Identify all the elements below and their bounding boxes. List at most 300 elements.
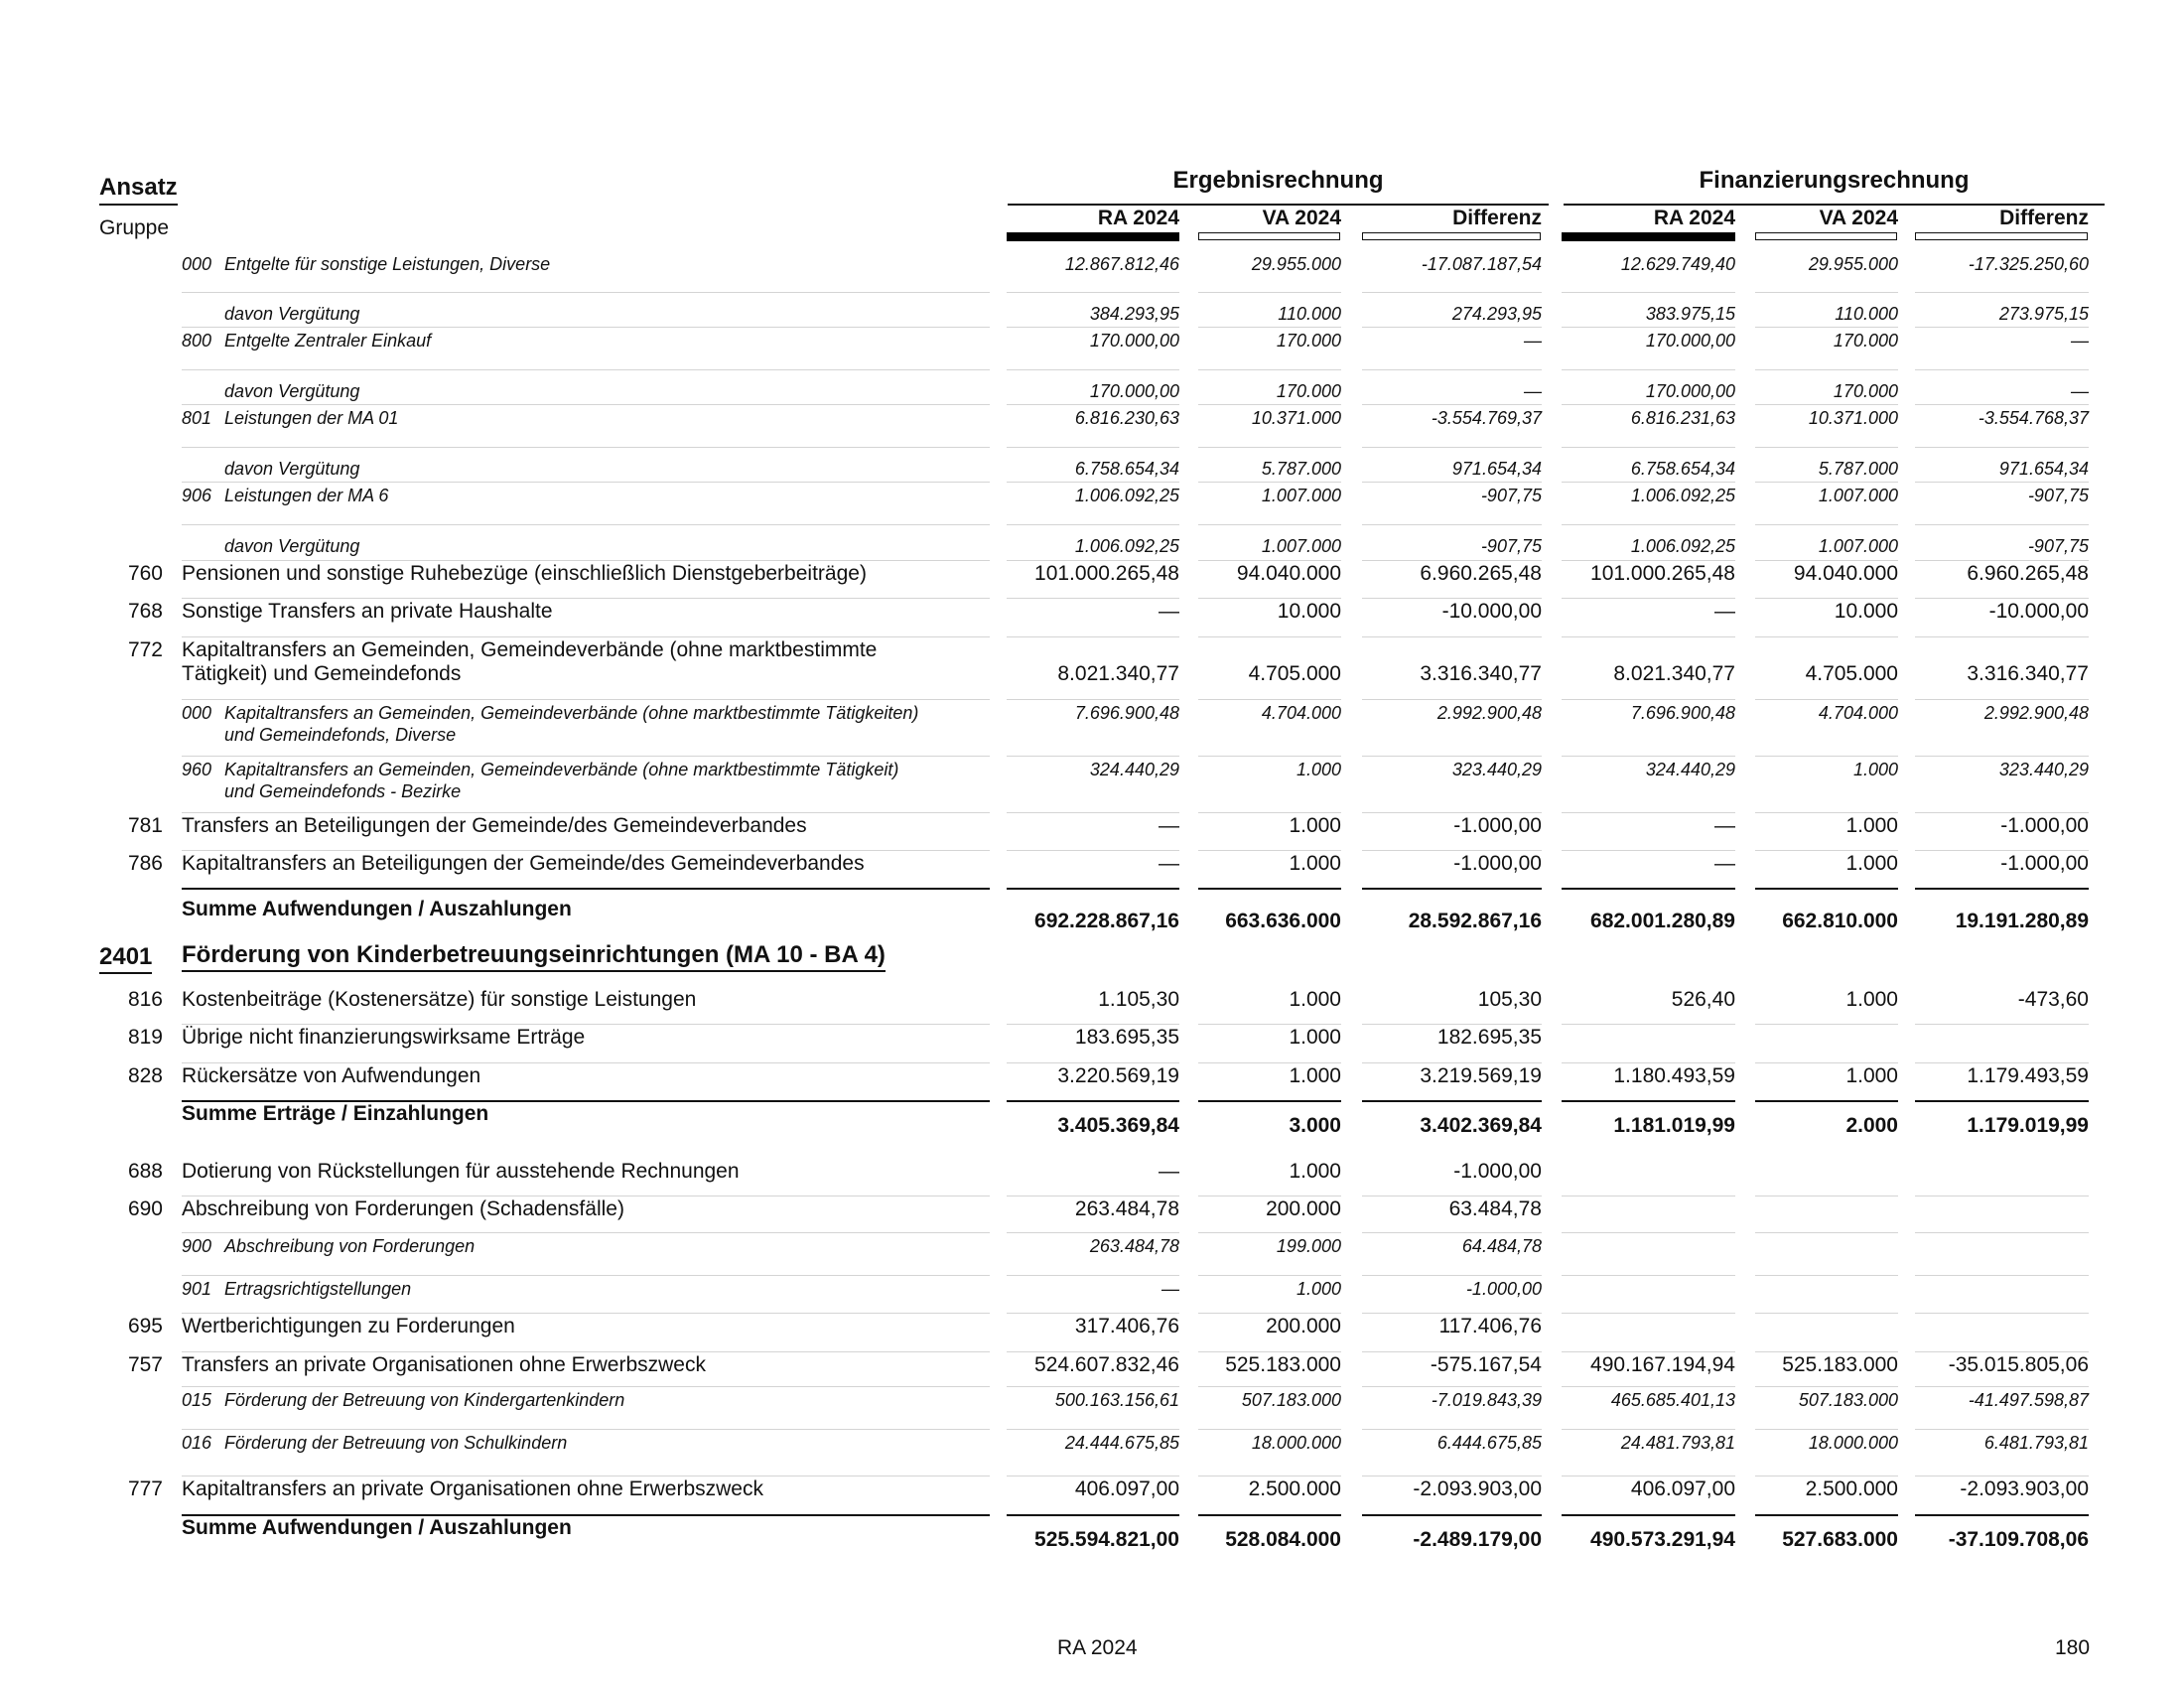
row-code: 960: [182, 760, 212, 779]
value-cell: 6.444.675,85: [1436, 1433, 1542, 1453]
cell-rule: [1562, 850, 1735, 851]
value-cell: 2.992.900,48: [1983, 703, 2089, 723]
cell-rule: [1755, 292, 1898, 293]
gruppe-heading: Gruppe: [99, 216, 170, 239]
value-cell: 1.000: [1845, 1064, 1898, 1087]
cell-rule: [1007, 1062, 1179, 1063]
row-code: 800: [182, 331, 212, 351]
value-cell: 6.960.265,48: [1420, 562, 1542, 585]
cell-rule: [1198, 560, 1341, 561]
table-row: [0, 1353, 2184, 1388]
row-rule: [182, 756, 990, 757]
cell-rule: [1915, 482, 2089, 483]
cell-rule: [1198, 1386, 1341, 1387]
value-cell: 1.000: [1852, 760, 1898, 779]
row-label: davon Vergütung: [224, 304, 360, 324]
sum-row: [0, 1516, 2184, 1566]
table-row: [0, 701, 2184, 758]
row-rule: [182, 1313, 990, 1314]
value-cell: 2.000: [1845, 1114, 1898, 1137]
value-cell: -17.087.187,54: [1421, 254, 1542, 274]
value-cell: 10.000: [1834, 600, 1898, 623]
value-cell: 971.654,34: [1451, 459, 1542, 479]
row-rule: [182, 699, 990, 700]
cell-rule: [1198, 482, 1341, 483]
row-rule: [182, 482, 990, 483]
row-rule: [182, 598, 990, 599]
value-cell: 18.000.000: [1251, 1433, 1341, 1453]
row-label: Dotierung von Rückstellungen für ausstehende Rechnungen: [182, 1160, 740, 1183]
cell-rule: [1362, 327, 1542, 328]
cell-rule: [1562, 756, 1735, 757]
cell-rule: [1915, 1429, 2089, 1430]
column-marker: [1198, 232, 1340, 240]
footer-title: RA 2024: [1057, 1636, 1138, 1659]
row-rule: [182, 1275, 990, 1276]
cell-rule: [1915, 1275, 2089, 1276]
row-rule: [182, 404, 990, 405]
row-label: Kapitaltransfers an Beteiligungen der Gemeinde/des Gemeindeverbandes: [182, 852, 865, 875]
cell-rule: [1755, 1062, 1898, 1063]
ra-column-marker: [1562, 232, 1735, 241]
cell-rule: [1198, 888, 1341, 890]
cell-rule: [1562, 1476, 1735, 1477]
value-cell: -2.489.179,00: [1413, 1528, 1542, 1551]
row-rule: [182, 636, 990, 637]
column-header: RA 2024: [1653, 207, 1735, 229]
value-cell: 3.316.340,77: [1420, 662, 1542, 685]
cell-rule: [1755, 482, 1898, 483]
row-label: Wertberichtigungen zu Forderungen: [182, 1315, 515, 1337]
row-label: Förderung der Betreuung von Kindergartenkindern: [224, 1390, 625, 1410]
cell-rule: [1755, 636, 1898, 637]
value-cell: -2.093.903,00: [1960, 1477, 2089, 1500]
value-cell: 101.000.265,48: [1590, 562, 1735, 585]
row-label: Pensionen und sonstige Ruhebezüge (einschließlich Dienstgeberbeiträge): [182, 562, 867, 585]
value-cell: —: [1714, 852, 1735, 875]
value-cell: -10.000,00: [1441, 600, 1542, 623]
cell-rule: [1362, 850, 1542, 851]
column-header: VA 2024: [1819, 207, 1898, 229]
value-cell: -10.000,00: [1988, 600, 2089, 623]
row-rule: [182, 1232, 990, 1233]
value-cell: 19.191.280,89: [1955, 910, 2089, 932]
ansatz-heading: Ansatz: [99, 174, 178, 206]
row-label: Kapitaltransfers an Gemeinden, Gemeindeverbände (ohne marktbestimmte Tätigkeit): [224, 760, 899, 779]
cell-rule: [1755, 812, 1898, 813]
value-cell: 5.787.000: [1261, 459, 1341, 479]
value-cell: 8.021.340,77: [1057, 662, 1179, 685]
table-row: [0, 484, 2184, 526]
cell-rule: [1362, 1386, 1542, 1387]
cell-rule: [1007, 598, 1179, 599]
cell-rule: [1007, 1024, 1179, 1025]
row-label: davon Vergütung: [224, 536, 360, 556]
ra-column-marker: [1007, 232, 1179, 241]
cell-rule: [1755, 404, 1898, 405]
value-cell: 6.816.230,63: [1074, 408, 1179, 428]
table-row: [0, 1315, 2184, 1353]
value-cell: 1.006.092,25: [1630, 536, 1735, 556]
cell-rule: [1562, 1351, 1735, 1352]
value-cell: 1.000: [1845, 814, 1898, 837]
cell-rule: [1007, 482, 1179, 483]
value-cell: 1.181.019,99: [1613, 1114, 1735, 1137]
row-rule: [182, 888, 990, 890]
value-cell: 1.179.493,59: [1967, 1064, 2089, 1087]
table-row: [0, 1277, 2184, 1315]
cell-rule: [1562, 1386, 1735, 1387]
cell-rule: [1562, 1313, 1735, 1314]
row-code: 901: [182, 1279, 212, 1299]
value-cell: 662.810.000: [1782, 910, 1898, 932]
cell-rule: [1007, 699, 1179, 700]
value-cell: 64.484,78: [1461, 1236, 1542, 1256]
value-cell: -1.000,00: [1453, 814, 1542, 837]
table-row: [0, 526, 2184, 562]
value-cell: 4.704.000: [1261, 703, 1341, 723]
cell-rule: [1915, 1386, 2089, 1387]
value-cell: 1.000: [1289, 1160, 1341, 1183]
cell-rule: [1562, 1429, 1735, 1430]
row-rule: [182, 1386, 990, 1387]
value-cell: 199.000: [1276, 1236, 1341, 1256]
value-cell: 7.696.900,48: [1074, 703, 1179, 723]
row-label: Summe Erträge / Einzahlungen: [182, 1102, 489, 1125]
value-cell: 2.992.900,48: [1436, 703, 1542, 723]
cell-rule: [1362, 1275, 1542, 1276]
row-code: 772: [127, 638, 163, 661]
cell-rule: [1198, 1275, 1341, 1276]
value-cell: 490.573.291,94: [1590, 1528, 1735, 1551]
value-cell: -3.554.768,37: [1978, 408, 2089, 428]
value-cell: 94.040.000: [1236, 562, 1341, 585]
cell-rule: [1007, 850, 1179, 851]
cell-rule: [1562, 1232, 1735, 1233]
value-cell: 3.316.340,77: [1967, 662, 2089, 685]
table-row: [0, 1160, 2184, 1197]
value-cell: 12.867.812,46: [1064, 254, 1179, 274]
cell-rule: [1915, 756, 2089, 757]
column-header: RA 2024: [1097, 207, 1179, 229]
cell-rule: [1755, 1275, 1898, 1276]
cell-rule: [1915, 524, 2089, 525]
cell-rule: [1562, 699, 1735, 700]
value-cell: -907,75: [2027, 536, 2089, 556]
cell-rule: [1915, 1062, 2089, 1063]
value-cell: 406.097,00: [1630, 1477, 1735, 1500]
value-cell: 1.006.092,25: [1630, 486, 1735, 505]
table-row: [0, 406, 2184, 449]
value-cell: 406.097,00: [1074, 1477, 1179, 1500]
row-code: 016: [182, 1433, 212, 1453]
cell-rule: [1915, 447, 2089, 448]
cell-rule: [1915, 1024, 2089, 1025]
value-cell: 525.183.000: [1225, 1353, 1341, 1376]
cell-rule: [1755, 327, 1898, 328]
cell-rule: [1755, 524, 1898, 525]
cell-rule: [1362, 560, 1542, 561]
cell-rule: [1198, 1351, 1341, 1352]
table-row: [0, 1477, 2184, 1516]
cell-rule: [1755, 1476, 1898, 1477]
table-row: [0, 852, 2184, 890]
cell-rule: [1755, 1024, 1898, 1025]
cell-rule: [1198, 850, 1341, 851]
row-label: Transfers an Beteiligungen der Gemeinde/des Gemeindeverbandes: [182, 814, 807, 837]
value-cell: -2.093.903,00: [1413, 1477, 1542, 1500]
value-cell: 1.180.493,59: [1613, 1064, 1735, 1087]
cell-rule: [1007, 1386, 1179, 1387]
table-row: [0, 562, 2184, 600]
row-label: Entgelte Zentraler Einkauf: [224, 331, 432, 351]
value-cell: 525.594.821,00: [1034, 1528, 1179, 1551]
cell-rule: [1362, 1351, 1542, 1352]
value-cell: 273.975,15: [1998, 304, 2089, 324]
cell-rule: [1198, 598, 1341, 599]
column-marker: [1915, 232, 2088, 240]
cell-rule: [1755, 447, 1898, 448]
value-cell: -41.497.598,87: [1968, 1390, 2089, 1410]
column-marker: [1755, 232, 1897, 240]
value-cell: -35.015.805,06: [1948, 1353, 2089, 1376]
group-title-ergebnisrechnung: Ergebnisrechnung: [1172, 167, 1384, 194]
value-cell: 3.405.369,84: [1057, 1114, 1179, 1137]
cell-rule: [1362, 1024, 1542, 1025]
value-cell: 5.787.000: [1818, 459, 1898, 479]
value-cell: 200.000: [1266, 1197, 1341, 1220]
row-label: Abschreibung von Forderungen: [224, 1236, 476, 1256]
column-header: Differenz: [1452, 207, 1542, 229]
value-cell: 1.007.000: [1818, 486, 1898, 505]
row-label: Kostenbeiträge (Kostenersätze) für sonstige Leistungen: [182, 988, 697, 1011]
cell-rule: [1362, 292, 1542, 293]
cell-rule: [1562, 369, 1735, 370]
group-rule: [1564, 204, 2105, 206]
value-cell: 8.021.340,77: [1613, 662, 1735, 685]
cell-rule: [1562, 482, 1735, 483]
value-cell: -1.000,00: [1453, 852, 1542, 875]
value-cell: 324.440,29: [1645, 760, 1735, 779]
cell-rule: [1362, 369, 1542, 370]
value-cell: -1.000,00: [1453, 1160, 1542, 1183]
value-cell: -575.167,54: [1430, 1353, 1542, 1376]
row-code: 015: [182, 1390, 212, 1410]
cell-rule: [1007, 1232, 1179, 1233]
value-cell: 263.484,78: [1089, 1236, 1179, 1256]
cell-rule: [1755, 1313, 1898, 1314]
cell-rule: [1362, 598, 1542, 599]
value-cell: 1.000: [1845, 988, 1898, 1011]
cell-rule: [1562, 636, 1735, 637]
row-code: 757: [127, 1353, 163, 1376]
value-cell: 2.500.000: [1248, 1477, 1341, 1500]
cell-rule: [1362, 404, 1542, 405]
cell-rule: [1007, 636, 1179, 637]
column-header: Differenz: [1999, 207, 2089, 229]
cell-rule: [1755, 1429, 1898, 1430]
row-code: 690: [127, 1197, 163, 1220]
value-cell: 465.685.401,13: [1610, 1390, 1735, 1410]
row-rule: [182, 524, 990, 525]
cell-rule: [1007, 756, 1179, 757]
cell-rule: [1362, 1062, 1542, 1063]
table-row: [0, 1431, 2184, 1477]
row-label-continued: und Gemeindefonds - Bezirke: [224, 781, 462, 801]
cell-rule: [1198, 447, 1341, 448]
row-rule: [182, 1476, 990, 1477]
cell-rule: [1562, 447, 1735, 448]
value-cell: -1.000,00: [2000, 814, 2089, 837]
cell-rule: [1562, 292, 1735, 293]
value-cell: 1.000: [1289, 1026, 1341, 1049]
cell-rule: [1915, 292, 2089, 293]
value-cell: 182.695,35: [1436, 1026, 1542, 1049]
value-cell: 110.000: [1835, 304, 1898, 324]
row-label: Summe Aufwendungen / Auszahlungen: [182, 1516, 572, 1539]
group-rule: [1008, 204, 1549, 206]
value-cell: 6.960.265,48: [1967, 562, 2089, 585]
row-rule: [182, 327, 990, 328]
row-label-continued: und Gemeindefonds, Diverse: [224, 725, 457, 745]
cell-rule: [1362, 756, 1542, 757]
value-cell: —: [1524, 331, 1542, 351]
value-cell: 524.607.832,46: [1034, 1353, 1179, 1376]
section-code: 2401: [99, 943, 152, 974]
table-row: [0, 329, 2184, 371]
row-rule: [182, 812, 990, 813]
row-code: 801: [182, 408, 212, 428]
cell-rule: [1362, 1429, 1542, 1430]
value-cell: 170.000,00: [1089, 381, 1179, 401]
row-label: Übrige nicht finanzierungswirksame Erträge: [182, 1026, 586, 1049]
cell-rule: [1562, 1062, 1735, 1063]
cell-rule: [1198, 524, 1341, 525]
row-label: Ertragsrichtigstellungen: [224, 1279, 412, 1299]
table-row: [0, 371, 2184, 406]
value-cell: 110.000: [1278, 304, 1341, 324]
table-row: [0, 1197, 2184, 1234]
value-cell: 1.007.000: [1261, 486, 1341, 505]
value-cell: 323.440,29: [1451, 760, 1542, 779]
value-cell: 10.371.000: [1808, 408, 1898, 428]
group-title-finanzierungsrechnung: Finanzierungsrechnung: [1699, 167, 1970, 194]
value-cell: 1.000: [1289, 852, 1341, 875]
value-cell: -37.109.708,06: [1948, 1528, 2089, 1551]
cell-rule: [1007, 1313, 1179, 1314]
value-cell: 10.000: [1277, 600, 1341, 623]
cell-rule: [1755, 560, 1898, 561]
row-label: Leistungen der MA 6: [224, 486, 389, 505]
value-cell: -473,60: [2017, 988, 2089, 1011]
row-rule: [182, 292, 990, 293]
cell-rule: [1198, 292, 1341, 293]
value-cell: 4.705.000: [1805, 662, 1898, 685]
cell-rule: [1562, 598, 1735, 599]
value-cell: -3.554.769,37: [1431, 408, 1542, 428]
row-label: Rückersätze von Aufwendungen: [182, 1064, 481, 1087]
row-label: Förderung der Betreuung von Schulkindern: [224, 1433, 568, 1453]
row-label: davon Vergütung: [224, 381, 360, 401]
row-label: Kapitaltransfers an private Organisationen ohne Erwerbszweck: [182, 1477, 763, 1500]
table-row: [0, 294, 2184, 329]
value-cell: 490.167.194,94: [1590, 1353, 1735, 1376]
value-cell: 117.406,76: [1438, 1315, 1542, 1337]
cell-rule: [1915, 850, 2089, 851]
value-cell: 7.696.900,48: [1630, 703, 1735, 723]
row-code: 695: [127, 1315, 163, 1337]
cell-rule: [1915, 1313, 2089, 1314]
cell-rule: [1755, 598, 1898, 599]
cell-rule: [1915, 699, 2089, 700]
value-cell: 4.705.000: [1248, 662, 1341, 685]
value-cell: —: [1714, 600, 1735, 623]
value-cell: 1.000: [1845, 852, 1898, 875]
cell-rule: [1007, 404, 1179, 405]
table-row: [0, 1064, 2184, 1102]
cell-rule: [1755, 756, 1898, 757]
row-code: 000: [182, 254, 212, 274]
value-cell: -907,75: [1480, 486, 1542, 505]
value-cell: 170.000,00: [1089, 331, 1179, 351]
cell-rule: [1198, 404, 1341, 405]
value-cell: 63.484,78: [1448, 1197, 1542, 1220]
row-code: 777: [127, 1477, 163, 1500]
value-cell: 6.758.654,34: [1074, 459, 1179, 479]
row-rule: [182, 850, 990, 851]
value-cell: —: [1714, 814, 1735, 837]
table-row: [0, 1388, 2184, 1431]
value-cell: 105,30: [1477, 988, 1542, 1011]
page-number: 180: [2055, 1636, 2091, 1659]
row-label: Abschreibung von Forderungen (Schadensfälle): [182, 1197, 624, 1220]
cell-rule: [1362, 1476, 1542, 1477]
cell-rule: [1755, 1351, 1898, 1352]
cell-rule: [1198, 699, 1341, 700]
cell-rule: [1362, 1232, 1542, 1233]
table-row: [0, 638, 2184, 701]
value-cell: 263.484,78: [1074, 1197, 1179, 1220]
value-cell: 323.440,29: [1998, 760, 2089, 779]
cell-rule: [1562, 888, 1735, 890]
value-cell: 384.293,95: [1089, 304, 1179, 324]
column-header: VA 2024: [1262, 207, 1341, 229]
cell-rule: [1915, 812, 2089, 813]
value-cell: 170.000,00: [1645, 381, 1735, 401]
value-cell: 663.636.000: [1225, 910, 1341, 932]
cell-rule: [1007, 524, 1179, 525]
value-cell: 528.084.000: [1225, 1528, 1341, 1551]
value-cell: 1.179.019,99: [1967, 1114, 2089, 1137]
cell-rule: [1362, 1313, 1542, 1314]
cell-rule: [1915, 560, 2089, 561]
cell-rule: [1562, 524, 1735, 525]
row-code: 781: [127, 814, 163, 837]
cell-rule: [1007, 888, 1179, 890]
table-row: [0, 758, 2184, 814]
value-cell: 1.000: [1289, 988, 1341, 1011]
value-cell: 28.592.867,16: [1408, 910, 1542, 932]
value-cell: 170.000: [1833, 331, 1898, 351]
cell-rule: [1198, 1232, 1341, 1233]
row-label: davon Vergütung: [224, 459, 360, 479]
cell-rule: [1362, 447, 1542, 448]
row-rule: [182, 560, 990, 561]
row-code: 819: [127, 1026, 163, 1049]
value-cell: 170.000: [1276, 381, 1341, 401]
value-cell: -17.325.250,60: [1968, 254, 2089, 274]
cell-rule: [1915, 404, 2089, 405]
